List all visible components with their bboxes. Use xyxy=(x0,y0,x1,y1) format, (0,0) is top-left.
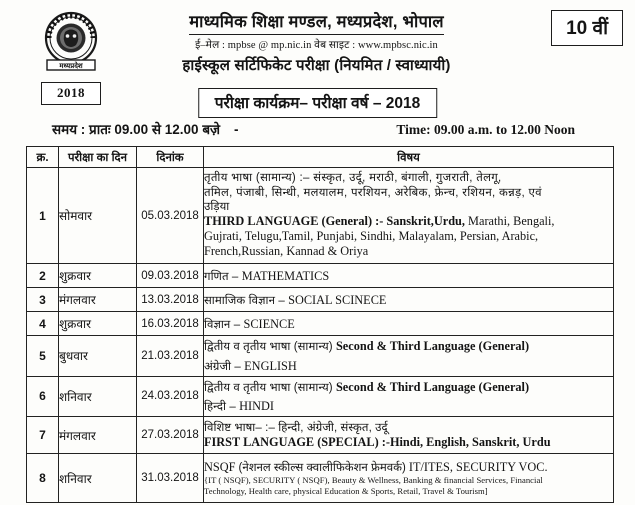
board-name: माध्यमिक शिक्षा मण्डल, मध्यप्रदेश, भोपाल xyxy=(189,12,443,35)
row-day: शनिवार xyxy=(59,454,137,503)
row-date: 09.03.2018 xyxy=(137,264,204,288)
row-serial: 7 xyxy=(27,417,59,454)
exam-schedule-table xyxy=(26,146,614,503)
subject-english-line: ENGLISH xyxy=(244,358,297,373)
row-day: मंगलवार xyxy=(59,288,137,312)
logo-year-box: 2018 xyxy=(41,82,101,105)
subject-english-line: SCIENCE xyxy=(243,316,295,331)
table-row xyxy=(27,336,614,377)
row-serial: 2 xyxy=(27,264,59,288)
subject-english-line: SOCIAL SCINECE xyxy=(288,292,387,307)
row-serial: 6 xyxy=(27,376,59,417)
subject-hindi-line: तृतीय भाषा (सामान्य) :– संस्कृत, उर्दू, मराठी, बंगाली, गुजराती, तेलगू, xyxy=(204,172,502,185)
program-title-box: परीक्षा कार्यक्रम– परीक्षा वर्ष – 2018 xyxy=(198,88,438,118)
subject-english-tail: Marathi, Bengali, xyxy=(464,214,555,229)
svg-text:मध्यप्रदेश: मध्यप्रदेश xyxy=(59,63,83,70)
row-day: बुधवार xyxy=(59,336,137,377)
table-row xyxy=(27,454,614,503)
row-subject xyxy=(204,336,614,377)
row-subject xyxy=(204,312,614,336)
row-day: सोमवार xyxy=(59,168,137,264)
subject-english-line: Second & Third Language (General) xyxy=(335,379,530,394)
nsqf-prefix: NSQF xyxy=(204,459,239,474)
row-date: 16.03.2018 xyxy=(137,312,204,336)
subject-hindi-line: द्वितीय व तृतीय भाषा (सामान्य) xyxy=(204,381,336,394)
subject-hindi-line: सामाजिक विज्ञान – xyxy=(204,294,289,307)
row-subject xyxy=(204,417,614,454)
row-date: 13.03.2018 xyxy=(137,288,204,312)
subject-hindi-line: हिन्दी – xyxy=(204,401,240,414)
row-subject xyxy=(204,288,614,312)
header-center xyxy=(126,12,507,75)
row-subject xyxy=(204,376,614,417)
subject-english-line: Second & Third Language (General) xyxy=(335,339,530,353)
row-day: शनिवार xyxy=(59,376,137,417)
exam-type-title: हाईस्कूल सर्टिफिकेट परीक्षा (नियमित / स्वाध्यायी) xyxy=(182,56,451,74)
board-logo-block xyxy=(18,6,124,105)
table-row xyxy=(27,312,614,336)
subject-line xyxy=(204,336,613,356)
subject-hindi-line: गणित – xyxy=(204,270,242,283)
subject-english-line: French,Russian, Kannad & Oriya xyxy=(204,244,369,259)
table-row xyxy=(27,168,614,264)
row-serial: 1 xyxy=(27,168,59,264)
exam-time-english: Time: 09.00 a.m. to 12.00 Noon xyxy=(396,122,575,137)
row-serial: 3 xyxy=(27,288,59,312)
row-serial: 8 xyxy=(27,454,59,503)
subject-line xyxy=(204,396,613,416)
row-serial: 5 xyxy=(27,336,59,377)
subject-english-head: THIRD LANGUAGE (General) :- Sanskrit,Urdu, xyxy=(204,214,465,229)
subject-english-line: Gujrati, Telugu,Tamil, Punjabi, Sindhi, Malayalam, Persian, Arabic, xyxy=(204,229,539,244)
nsqf-note-line: {IT ( NSQF), SECURITY ( NSQF), Beauty & Wellness, Banking & financial Services, Financial xyxy=(204,474,543,485)
subject-hindi-line: द्वितीय व तृतीय भाषा (सामान्य) xyxy=(204,341,336,353)
row-date: 24.03.2018 xyxy=(137,376,204,417)
class-badge: 10 वीं xyxy=(551,10,623,46)
time-separator: - xyxy=(234,122,239,137)
subject-english-line: MATHEMATICS xyxy=(241,268,330,283)
nsqf-title-line xyxy=(204,460,613,475)
subject-english-line xyxy=(204,214,613,229)
table-row xyxy=(27,264,614,288)
row-subject xyxy=(204,168,614,264)
row-day: मंगलवार xyxy=(59,417,137,454)
exam-time-hindi: समय : प्रातः 09.00 से 12.00 बज़े xyxy=(52,122,221,137)
header-subject: विषय xyxy=(204,147,614,168)
subject-hindi-line: विज्ञान – xyxy=(204,318,244,331)
subject-hindi-line: विशिष्ट भाषा– :– हिन्दी, अंग्रेजी, संस्कृत, उर्दू xyxy=(204,421,388,434)
row-day: शुक्रवार xyxy=(59,264,137,288)
row-serial: 4 xyxy=(27,312,59,336)
subject-hindi-line: अंग्रेजी – xyxy=(204,360,245,373)
nsqf-suffix: IT/ITES, SECURITY VOC. xyxy=(405,459,548,474)
row-date: 05.03.2018 xyxy=(137,168,204,264)
row-date: 21.03.2018 xyxy=(137,336,204,377)
header-day: परीक्षा का दिन xyxy=(59,147,137,168)
exam-time-row xyxy=(52,120,609,138)
nsqf-note-line: Technology, Health care, physical Education & Sports, Retail, Travel & Tourism] xyxy=(204,485,488,496)
board-seal-icon xyxy=(35,6,107,78)
table-header-row xyxy=(27,147,614,168)
row-day: शुक्रवार xyxy=(59,312,137,336)
table-row xyxy=(27,376,614,417)
row-date: 31.03.2018 xyxy=(137,454,204,503)
table-row xyxy=(27,288,614,312)
subject-line xyxy=(204,377,613,397)
row-date: 27.03.2018 xyxy=(137,417,204,454)
subject-hindi-line: उड़िया xyxy=(204,200,230,213)
nsqf-hindi: (नेशनल स्कील्स क्वालीफिकेशन फ्रेमवर्क) xyxy=(238,461,406,474)
row-subject xyxy=(204,264,614,288)
row-subject xyxy=(204,454,614,503)
board-contact-line: ई–मेल : mpbse @ mp.nic.in वेब साइट : www.mpbsc.nic.in xyxy=(195,39,438,51)
document-header xyxy=(0,0,635,146)
header-date: दिनांक xyxy=(137,147,204,168)
subject-line xyxy=(204,356,613,376)
subject-hindi-line: तमिल, पंजाबी, सिन्धी, मलयालम, परशियन, अरेबिक, फ्रेन्च, रशियन, कन्नड़, एवं xyxy=(204,186,542,199)
header-sr: क्र. xyxy=(27,147,59,168)
subject-english-line: HINDI xyxy=(239,399,274,414)
subject-english-line: FIRST LANGUAGE (SPECIAL) :-Hindi, English, Sanskrit, Urdu xyxy=(204,434,551,449)
table-row xyxy=(27,417,614,454)
